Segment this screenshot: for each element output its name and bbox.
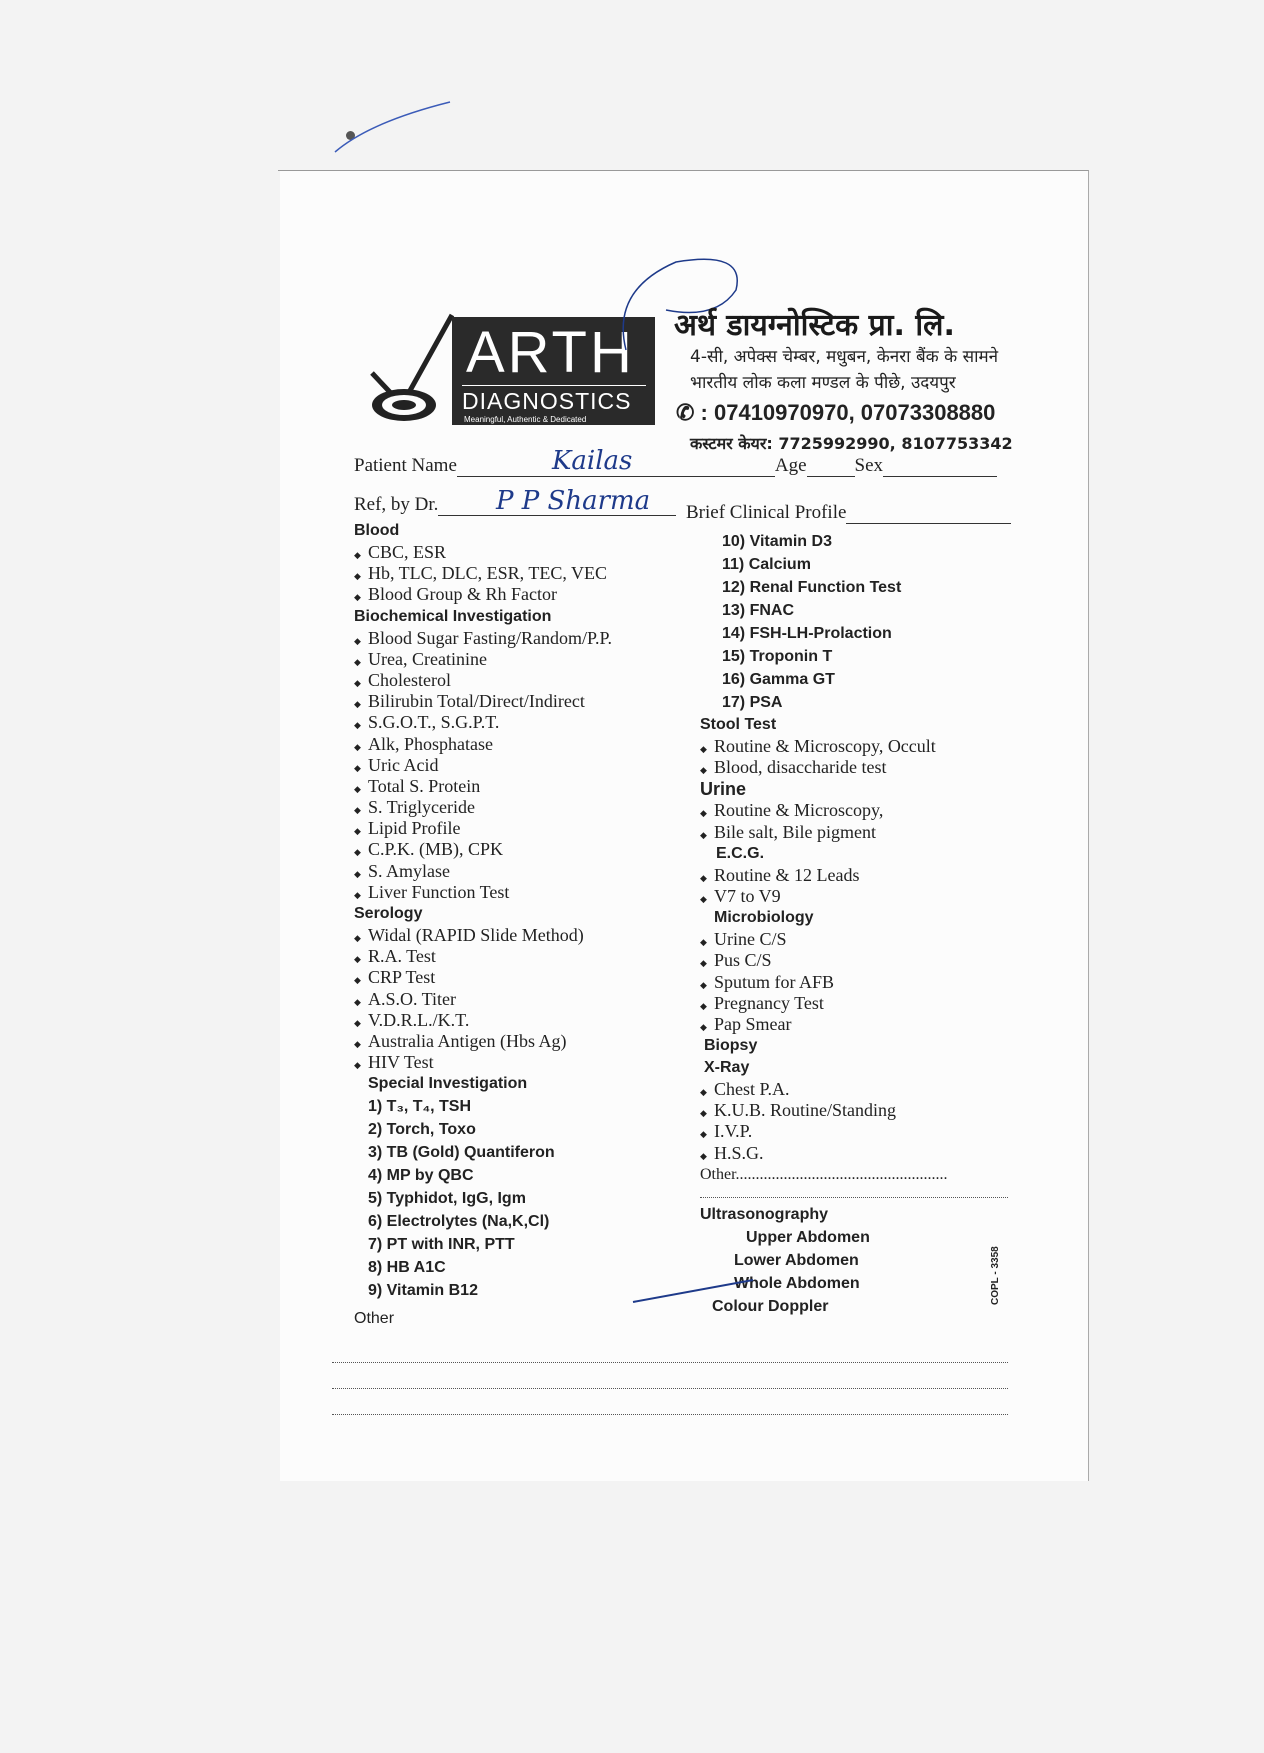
- section-title: Serology: [354, 905, 423, 922]
- bullet-icon: ◆: [354, 762, 361, 773]
- bullet-icon: ◆: [354, 635, 361, 646]
- address-line: भारतीय लोक कला मण्डल के पीछे, उदयपुर: [690, 373, 956, 393]
- test-item: ◆ Blood Group & Rh Factor: [354, 584, 612, 605]
- bullet-icon: ◆: [700, 893, 707, 904]
- brief-profile-field: [686, 502, 1011, 524]
- patient-name-value: Kailas: [552, 446, 633, 476]
- usg-item: Colour Doppler: [712, 1298, 829, 1315]
- test-item: ◆ Cholesterol: [354, 670, 612, 691]
- test-item: ◆ Pus C/S: [700, 950, 1008, 971]
- test-item: ◆ Liver Function Test: [354, 882, 612, 903]
- right-column: [700, 530, 1008, 1318]
- bullet-icon: ◆: [700, 872, 707, 883]
- brief-profile-label: Brief Clinical Profile: [686, 502, 847, 523]
- test-item: ◆ Total S. Protein: [354, 776, 612, 797]
- bullet-icon: ◆: [700, 765, 707, 776]
- test-item: ◆ C.P.K. (MB), CPK: [354, 839, 612, 860]
- logo-tagline: Meaningful, Authentic & Dedicated: [464, 415, 587, 424]
- test-item: ◆ Sputum for AFB: [700, 972, 1008, 993]
- dotted-line: [332, 1414, 1008, 1415]
- special-test-item: 6) Electrolytes (Na,K,Cl): [368, 1213, 550, 1231]
- age-label: Age: [774, 455, 807, 476]
- bullet-icon: ◆: [700, 1108, 707, 1119]
- bullet-icon: ◆: [700, 1150, 707, 1161]
- usg-item: Lower Abdomen: [734, 1252, 859, 1269]
- section-title: Ultrasonography: [700, 1206, 829, 1223]
- special-test-item: 2) Torch, Toxo: [368, 1121, 476, 1139]
- numbered-test-item: 16) Gamma GT: [722, 671, 835, 688]
- test-item: ◆ Blood Sugar Fasting/Random/P.P.: [354, 628, 612, 649]
- test-item: ◆ Alk, Phosphatase: [354, 734, 612, 755]
- test-item: ◆ S. Amylase: [354, 861, 612, 882]
- logo-target-check-icon: [364, 305, 456, 425]
- bullet-icon: ◆: [354, 889, 361, 900]
- section-title: Microbiology: [714, 909, 814, 927]
- numbered-test-item: 17) PSA: [722, 694, 783, 711]
- bullet-icon: ◆: [354, 592, 361, 603]
- numbered-tests: [700, 530, 1008, 714]
- hindi-address: [690, 344, 998, 396]
- patient-name-field: [354, 455, 997, 477]
- test-item: ◆ Chest P.A.: [700, 1079, 1008, 1100]
- bullet-icon: ◆: [700, 808, 707, 819]
- test-item: ◆ CRP Test: [354, 967, 612, 988]
- numbered-test-item: 11) Calcium: [722, 556, 811, 573]
- usg-item: Whole Abdomen: [734, 1275, 860, 1292]
- test-item: ◆ Lipid Profile: [354, 818, 612, 839]
- patient-name-label: Patient Name: [354, 455, 457, 476]
- test-item: ◆ H.S.G.: [700, 1143, 1008, 1164]
- other-label: Other: [354, 1310, 395, 1328]
- test-item: ◆ Urine C/S: [700, 929, 1008, 950]
- bullet-icon: ◆: [354, 677, 361, 688]
- test-item: ◆ Urea, Creatinine: [354, 649, 612, 670]
- logo-text: ARTH: [466, 320, 635, 385]
- bullet-icon: ◆: [354, 933, 361, 943]
- bullet-icon: ◆: [354, 954, 361, 965]
- test-item: ◆ S.G.O.T., S.G.P.T.: [354, 712, 612, 733]
- special-test-item: 5) Typhidot, IgG, Igm: [368, 1190, 526, 1208]
- test-item: ◆ S. Triglyceride: [354, 797, 612, 818]
- logo-subtitle: DIAGNOSTICS: [462, 385, 646, 415]
- test-item: ◆ Hb, TLC, DLC, ESR, TEC, VEC: [354, 563, 612, 584]
- special-test-item: 4) MP by QBC: [368, 1167, 474, 1185]
- test-item: ◆ Widal (RAPID Slide Method): [354, 925, 612, 946]
- bullet-icon: ◆: [354, 1038, 361, 1049]
- bullet-icon: ◆: [700, 1087, 707, 1098]
- bullet-icon: ◆: [354, 1017, 361, 1028]
- ref-doctor-label: Ref, by Dr.: [354, 494, 439, 515]
- test-item: ◆ Routine & 12 Leads: [700, 865, 1008, 886]
- phone-numbers: ✆ : 07410970970, 07073308880: [676, 400, 996, 425]
- special-test-item: 7) PT with INR, PTT: [368, 1236, 515, 1254]
- numbered-test-item: 13) FNAC: [722, 602, 795, 619]
- bullet-icon: ◆: [354, 699, 361, 710]
- section-title: E.C.G.: [716, 844, 765, 862]
- section-title: X-Ray: [704, 1059, 750, 1077]
- section-title: Blood: [354, 522, 400, 539]
- test-item: ◆ Pregnancy Test: [700, 993, 1008, 1014]
- test-item: ◆ Australia Antigen (Hbs Ag): [354, 1031, 612, 1052]
- form-code: COPL - 3358: [990, 1246, 1001, 1305]
- bullet-icon: ◆: [354, 805, 361, 816]
- numbered-test-item: 15) Troponin T: [722, 648, 833, 665]
- test-item: ◆ HIV Test: [354, 1052, 612, 1073]
- test-item: ◆ A.S.O. Titer: [354, 989, 612, 1010]
- test-item: ◆ V.D.R.L./K.T.: [354, 1010, 612, 1031]
- special-test-item: 1) T₃, T₄, TSH: [368, 1098, 472, 1116]
- ref-doctor-value: P P Sharma: [496, 486, 651, 516]
- bullet-icon: ◆: [354, 656, 361, 667]
- section-title: Special Investigation: [368, 1075, 528, 1093]
- section-title: Biochemical Investigation: [354, 607, 552, 625]
- bullet-icon: ◆: [700, 979, 707, 990]
- bullet-icon: ◆: [700, 1021, 707, 1032]
- bullet-icon: ◆: [354, 550, 361, 560]
- special-test-item: 8) HB A1C: [368, 1259, 446, 1277]
- bullet-icon: ◆: [354, 741, 361, 752]
- scribble-mark: [330, 92, 470, 162]
- special-test-item: 9) Vitamin B12: [368, 1282, 478, 1300]
- test-item: ◆ Blood, disaccharide test: [700, 757, 1008, 778]
- special-test-item: 3) TB (Gold) Quantiferon: [368, 1144, 555, 1162]
- bullet-icon: ◆: [700, 829, 707, 840]
- sex-label: Sex: [854, 455, 884, 476]
- numbered-test-item: 10) Vitamin D3: [722, 533, 832, 550]
- bullet-icon: ◆: [354, 720, 361, 731]
- test-item: ◆ V7 to V9: [700, 886, 1008, 907]
- usg-item: Upper Abdomen: [746, 1229, 870, 1246]
- test-item: ◆ R.A. Test: [354, 946, 612, 967]
- bullet-icon: ◆: [700, 937, 707, 948]
- test-item: ◆ CBC, ESR: [354, 542, 612, 563]
- dotted-line: [332, 1388, 1008, 1389]
- test-item: ◆ Routine & Microscopy,: [700, 800, 1008, 821]
- test-item: ◆ Pap Smear: [700, 1014, 1008, 1035]
- numbered-test-item: 14) FSH-LH-Prolaction: [722, 625, 892, 642]
- section-title: Stool Test: [700, 716, 777, 733]
- bullet-icon: ◆: [354, 826, 361, 837]
- test-item: ◆ Bile salt, Bile pigment: [700, 822, 1008, 843]
- bullet-icon: ◆: [700, 744, 707, 754]
- hindi-company-name: अर्थ डायग्नोस्टिक प्रा. लि.: [674, 308, 955, 343]
- pen-stroke-mark: [628, 1276, 758, 1306]
- other-line-right: Other.....................................................: [700, 1165, 948, 1183]
- dotted-line: [332, 1362, 1008, 1363]
- numbered-test-item: 12) Renal Function Test: [722, 579, 902, 596]
- bullet-icon: ◆: [700, 1000, 707, 1011]
- bullet-icon: ◆: [354, 868, 361, 879]
- test-item: ◆ K.U.B. Routine/Standing: [700, 1100, 1008, 1121]
- test-item: ◆ Uric Acid: [354, 755, 612, 776]
- section-title: Urine: [700, 779, 747, 800]
- test-item: ◆ I.V.P.: [700, 1121, 1008, 1142]
- bullet-icon: ◆: [354, 783, 361, 794]
- bullet-icon: ◆: [354, 996, 361, 1007]
- bullet-icon: ◆: [700, 958, 707, 969]
- left-column: [354, 520, 612, 1330]
- paper-edge: [278, 170, 1088, 171]
- section-title: Biopsy: [704, 1037, 758, 1055]
- customer-care: कस्टमर केयर: 7725992990, 8107753342: [690, 434, 1013, 453]
- bullet-icon: ◆: [354, 571, 361, 582]
- bullet-icon: ◆: [700, 1129, 707, 1140]
- dotted-line: [700, 1185, 1008, 1198]
- test-item: ◆ Bilirubin Total/Direct/Indirect: [354, 691, 612, 712]
- bullet-icon: ◆: [354, 847, 361, 858]
- address-line: 4-सी, अपेक्स चेम्बर, मधुबन, केनरा बैंक के सामने: [690, 347, 999, 367]
- bullet-icon: ◆: [354, 975, 361, 986]
- bullet-icon: ◆: [354, 1060, 361, 1071]
- test-item: ◆ Routine & Microscopy, Occult: [700, 736, 1008, 757]
